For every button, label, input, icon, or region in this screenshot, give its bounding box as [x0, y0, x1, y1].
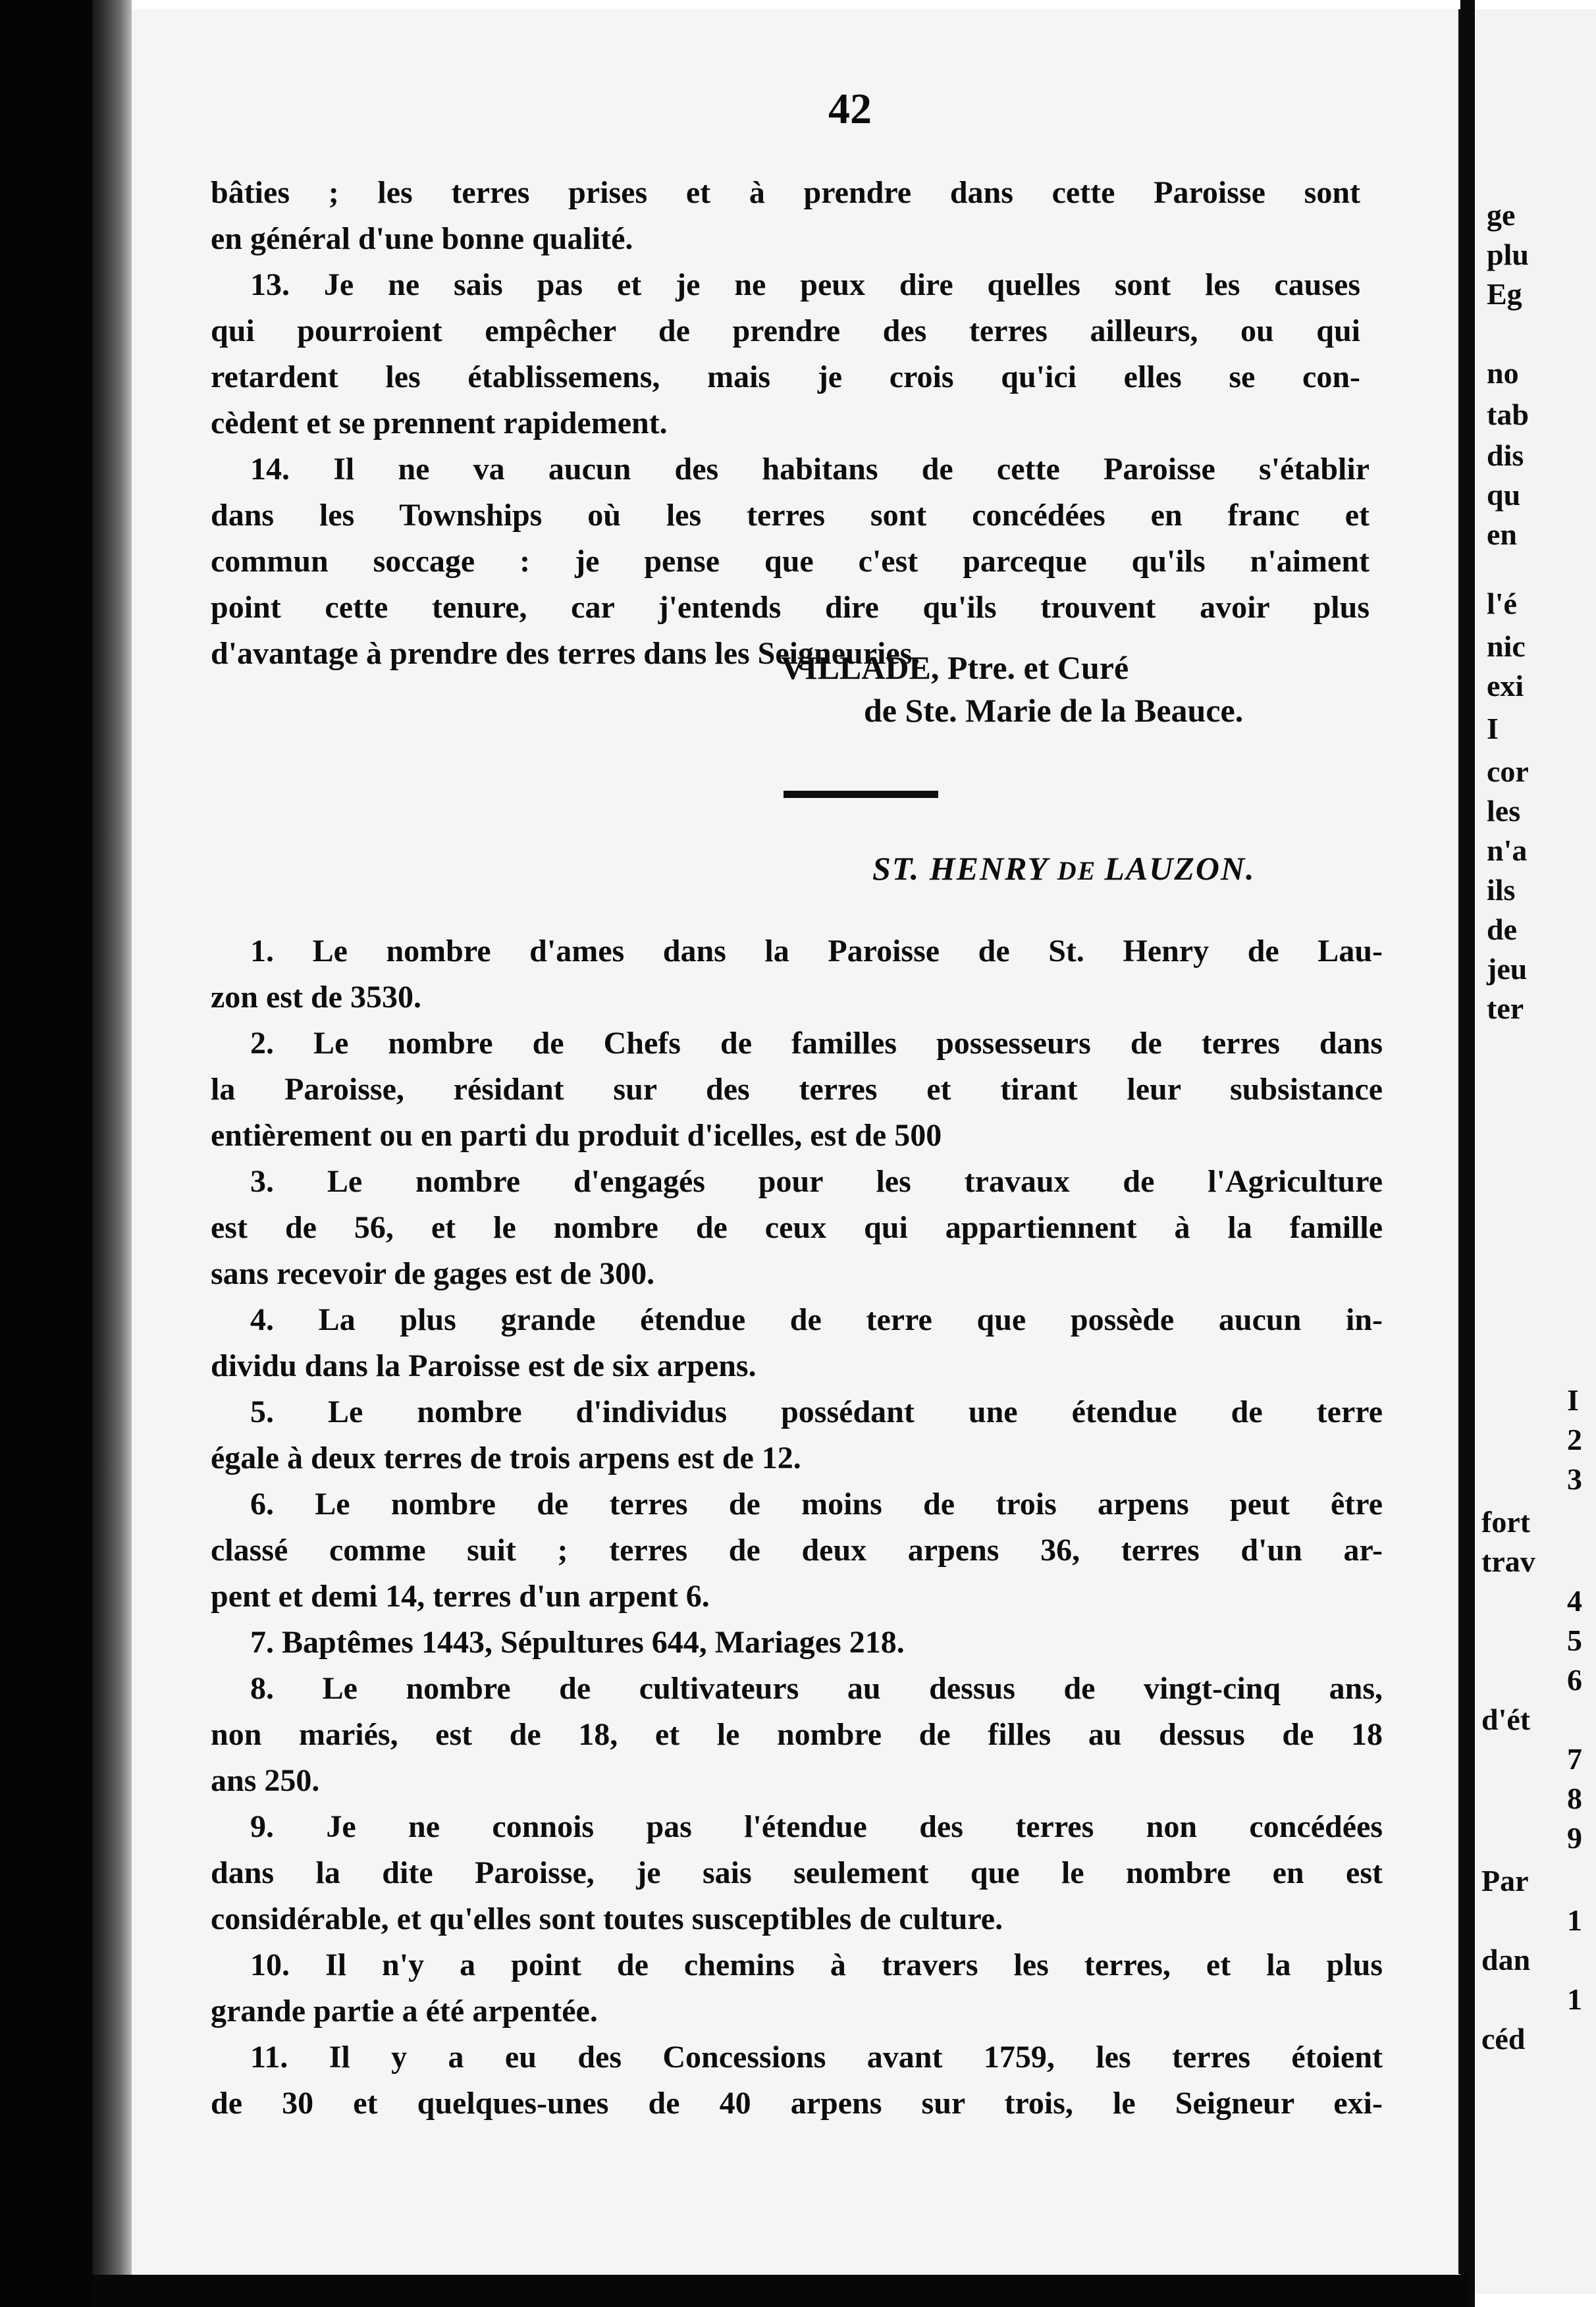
section-divider: [784, 791, 938, 798]
facing-page-fragment: qu: [1487, 478, 1521, 512]
book-spine-shadow: [92, 0, 132, 2307]
heading-part: DE: [1057, 856, 1105, 886]
answer-8: [211, 1666, 1383, 1804]
paragraph-13: [211, 262, 1376, 446]
answer-10: [211, 1942, 1383, 2034]
facing-page-fragment: 7: [1567, 1742, 1582, 1776]
facing-page-fragment: ge: [1487, 198, 1516, 232]
text-line: bâties ; les terres prises et à prendre dans cette Paroisse sont: [211, 175, 1360, 210]
text-line: 1. Le nombre d'ames dans la Paroisse de St. Henry de Lau-: [250, 934, 1383, 968]
signature-name: VILLADE, Ptre. et Curé: [781, 649, 1129, 686]
text-line: dans la dite Paroisse, je sais seulement que le nombre en est: [211, 1855, 1383, 1890]
text-line: en général d'une bonne qualité.: [211, 221, 633, 256]
answer-11: [211, 2034, 1383, 2127]
text-line: égale à deux terres de trois arpens est de 12.: [211, 1441, 801, 1475]
facing-page-fragment: 3: [1567, 1462, 1582, 1496]
facing-page-fragment: 1: [1567, 1903, 1582, 1937]
facing-page-fragment: ils: [1487, 873, 1516, 907]
facing-page-fragment: I: [1487, 712, 1499, 745]
facing-page-fragment: 1: [1567, 1982, 1582, 2016]
answer-9: [211, 1804, 1383, 1942]
page-number: 42: [828, 85, 872, 133]
text-line: de 30 et quelques-unes de 40 arpens sur trois, le Seigneur exi-: [211, 2086, 1383, 2121]
facing-page-fragment: 5: [1567, 1624, 1582, 1657]
text-line: est de 56, et le nombre de ceux qui appartiennent à la famille: [211, 1210, 1383, 1245]
facing-page-fragment: trav: [1481, 1545, 1535, 1578]
facing-page-fragment: d'ét: [1481, 1703, 1531, 1736]
facing-page-fragment: dis: [1487, 438, 1524, 472]
text-line: considérable, et qu'elles sont toutes susceptibles de culture.: [211, 1901, 1003, 1936]
text-line: 2. Le nombre de Chefs de familles possesseurs de terres dans: [250, 1026, 1383, 1061]
text-line: qui pourroient empêcher de prendre des terres ailleurs, ou qui: [211, 313, 1360, 348]
facing-page-fragment: les: [1487, 794, 1521, 828]
answer-4: [211, 1297, 1383, 1389]
answer-3: [211, 1159, 1383, 1297]
scan-left-border: [0, 0, 92, 2307]
text-line: dans les Townships où les terres sont concédées en franc et: [211, 498, 1370, 533]
facing-page-fragment: 6: [1567, 1663, 1582, 1697]
answer-2: [211, 1021, 1383, 1159]
signature-parish: de Ste. Marie de la Beauce.: [864, 692, 1244, 729]
facing-page-fragment: no: [1487, 356, 1519, 390]
facing-page-fragment: n'a: [1487, 834, 1528, 867]
scan-bottom-border: [92, 2275, 1468, 2307]
facing-page-fragment: 9: [1567, 1821, 1582, 1855]
facing-page-fragment: 8: [1567, 1782, 1582, 1815]
facing-page-fragment: plu: [1487, 238, 1529, 271]
paragraph-continuation: [211, 170, 1376, 262]
text-line: 8. Le nombre de cultivateurs au dessus de vingt-cinq ans,: [250, 1671, 1383, 1706]
heading-part: ST.: [872, 850, 930, 887]
text-line: dividu dans la Paroisse est de six arpens.: [211, 1348, 757, 1383]
text-line: 4. La plus grande étendue de terre que possède aucun in-: [250, 1302, 1383, 1337]
text-line: 14. Il ne va aucun des habitans de cette Paroisse s'établir: [250, 452, 1370, 487]
facing-page-fragment: 4: [1567, 1584, 1582, 1618]
text-line: ans 250.: [211, 1763, 320, 1798]
facing-page-fragment: céd: [1481, 2022, 1526, 2055]
facing-page-fragment: I: [1567, 1383, 1579, 1417]
text-line: cèdent et se prennent rapidement.: [211, 406, 668, 440]
facing-page-fragment: dan: [1481, 1943, 1531, 1976]
text-line: 11. Il y a eu des Concessions avant 1759, les terres étoient: [250, 2040, 1383, 2075]
text-line: sans recevoir de gages est de 300.: [211, 1256, 655, 1291]
facing-page-fragment: l'é: [1487, 587, 1517, 620]
facing-page-fragment: jeu: [1487, 952, 1528, 986]
answer-6: [211, 1481, 1383, 1620]
text-line: grande partie a été arpentée.: [211, 1994, 598, 2029]
text-line: 9. Je ne connois pas l'étendue des terres non concédées: [250, 1809, 1383, 1844]
text-line: non mariés, est de 18, et le nombre de filles au dessus de 18: [211, 1717, 1383, 1752]
heading-part: LAUZON.: [1104, 850, 1256, 887]
heading-part: HENRY: [929, 850, 1057, 887]
answer-1: [211, 928, 1383, 1021]
text-line: d'avantage à prendre des terres dans les Seigneuries.: [211, 636, 920, 671]
facing-page-fragment: Eg: [1487, 277, 1522, 311]
facing-page-fragment: Par: [1481, 1864, 1529, 1897]
facing-page-fragment: cor: [1487, 755, 1529, 788]
facing-page-fragment: en: [1487, 517, 1517, 551]
paragraph-14: [211, 446, 1376, 677]
text-line: point cette tenure, car j'entends dire qu'ils trouvent avoir plus: [211, 590, 1370, 625]
numbered-answers: [211, 928, 1383, 2127]
text-line: commun soccage : je pense que c'est parceque qu'ils n'aiment: [211, 544, 1370, 579]
page-gutter: [1460, 0, 1475, 2307]
text-line: 7. Baptêmes 1443, Sépultures 644, Mariages 218.: [250, 1625, 905, 1660]
text-line: la Paroisse, résidant sur des terres et tirant leur subsistance: [211, 1072, 1383, 1107]
text-line: zon est de 3530.: [211, 980, 421, 1015]
text-line: 5. Le nombre d'individus possédant une étendue de terre: [250, 1394, 1383, 1429]
facing-page-fragment: ter: [1487, 992, 1524, 1025]
text-line: 6. Le nombre de terres de moins de trois arpens peut être: [250, 1487, 1383, 1522]
text-line: 13. Je ne sais pas et je ne peux dire quelles sont les causes: [250, 267, 1360, 302]
facing-page-fragment: tab: [1487, 398, 1529, 431]
facing-page-fragment: de: [1487, 913, 1517, 946]
text-line: entièrement ou en parti du produit d'icelles, est de 500: [211, 1118, 942, 1153]
facing-page-fragment: exi: [1487, 669, 1524, 703]
text-line: 10. Il n'y a point de chemins à travers les terres, et la plus: [250, 1948, 1383, 1982]
text-line: retardent les établissemens, mais je crois qu'ici elles se con-: [211, 359, 1360, 394]
answer-5: [211, 1389, 1383, 1481]
text-line: classé comme suit ; terres de deux arpens 36, terres d'un ar-: [211, 1533, 1383, 1568]
text-line: pent et demi 14, terres d'un arpent 6.: [211, 1579, 710, 1614]
facing-page-fragment: nic: [1487, 629, 1526, 663]
text-line: 3. Le nombre d'engagés pour les travaux de l'Agriculture: [250, 1164, 1383, 1199]
section-heading: [872, 849, 1256, 888]
facing-page-fragment: 2: [1567, 1423, 1582, 1456]
answer-7: [211, 1620, 1376, 1666]
facing-page-fragment: fort: [1481, 1505, 1531, 1539]
